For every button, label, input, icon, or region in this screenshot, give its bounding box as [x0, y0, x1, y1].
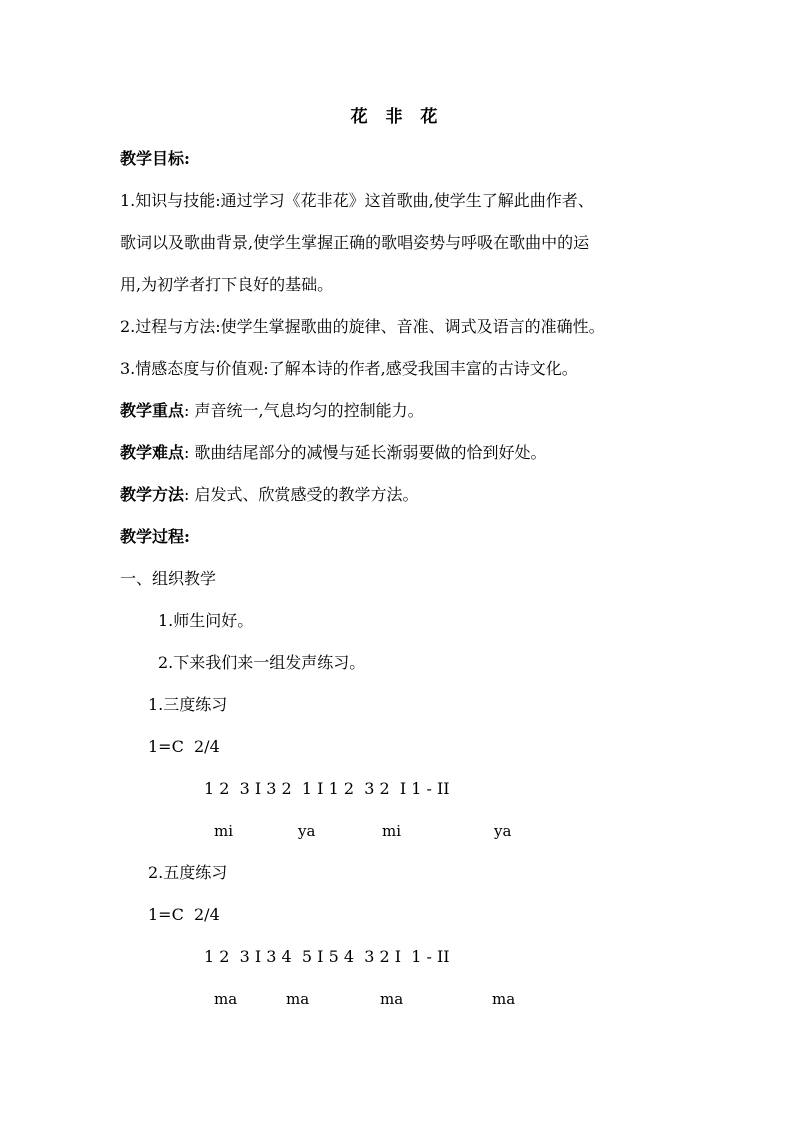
objective-1-line-1: 1.知识与技能:通过学习《花非花》这首歌曲,使学生了解此曲作者、 [120, 191, 594, 210]
objective-2: 2.过程与方法:使学生掌握歌曲的旋律、音准、调式及语言的准确性。 [120, 317, 605, 336]
step-1: 1.师生问好。 [158, 611, 254, 630]
exercise-2-key: 1=C 2/4 [148, 905, 220, 924]
exercise-1-syllable: ya [494, 822, 512, 840]
method-label: 教学方法 [120, 485, 185, 504]
objectives-heading: 教学目标: [120, 149, 190, 168]
method-text: : 启发式、欣赏感受的教学方法。 [184, 485, 419, 504]
page-title: 花 非 花 [350, 107, 444, 127]
difficulty-label: 教学难点 [120, 443, 185, 462]
difficulty [120, 443, 547, 463]
key-point-label: 教学重点 [120, 401, 185, 420]
section-1-heading: 一、组织教学 [120, 569, 217, 588]
exercise-2-syllable: ma [380, 990, 404, 1008]
exercise-1-key: 1=C 2/4 [148, 737, 220, 756]
exercise-2-syllable: ma [214, 990, 238, 1008]
objective-3: 3.情感态度与价值观:了解本诗的作者,感受我国丰富的古诗文化。 [120, 359, 578, 378]
exercise-1-title: 1.三度练习 [148, 695, 228, 714]
exercise-2-notation: 1 2 3 I 3 4 5 I 5 4 3 2 I 1 - II [204, 947, 450, 966]
process-heading: 教学过程: [120, 527, 190, 546]
exercise-1-syllable: mi [382, 822, 402, 840]
exercise-2-syllable: ma [286, 990, 310, 1008]
objective-1-line-2: 歌词以及歌曲背景,使学生掌握正确的歌唱姿势与呼吸在歌曲中的运 [120, 233, 590, 252]
method [120, 485, 419, 505]
difficulty-text: : 歌曲结尾部分的减慢与延长渐弱要做的恰到好处。 [184, 443, 547, 462]
key-point [120, 401, 424, 421]
exercise-2-title: 2.五度练习 [148, 863, 228, 882]
exercise-1-notation: 1 2 3 I 3 2 1 I 1 2 3 2 I 1 - II [204, 779, 450, 798]
key-point-text: : 声音统一,气息均匀的控制能力。 [184, 401, 424, 420]
step-2: 2.下来我们来一组发声练习。 [158, 653, 366, 672]
exercise-1-syllable: ya [298, 822, 316, 840]
exercise-1-syllable: mi [214, 822, 234, 840]
exercise-2-syllable: ma [492, 990, 516, 1008]
objective-1-line-3: 用,为初学者打下良好的基础。 [120, 275, 334, 294]
